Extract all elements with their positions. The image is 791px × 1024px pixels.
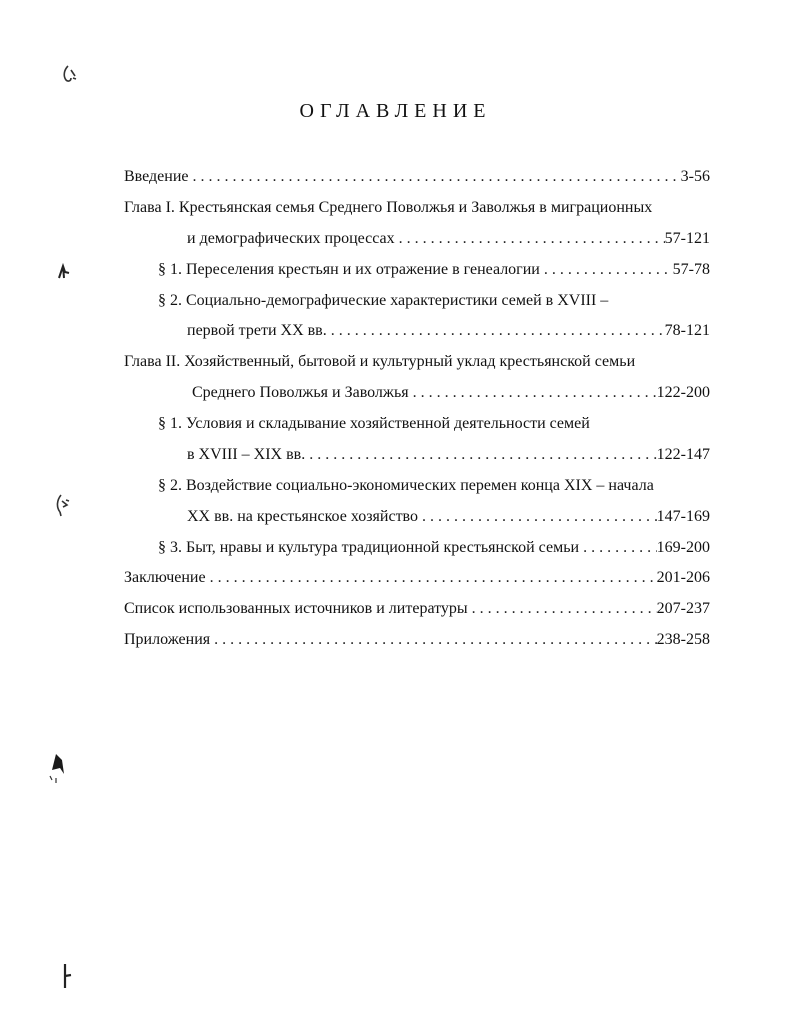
toc-page-number: 147-169 (656, 508, 710, 525)
toc-page-number: 207-237 (656, 600, 710, 617)
toc-entry-text: Список использованных источников и литературы (124, 600, 468, 617)
toc-section-1-2 (187, 319, 710, 343)
toc-section-2-2-line1: § 2. Воздействие социально-экономических перемен конца XIX – начала (158, 477, 654, 494)
toc-page-number: 169-200 (656, 539, 710, 556)
toc-section-2-3 (158, 536, 710, 560)
toc-entry-text: Приложения (124, 631, 211, 648)
toc-chapter-1-line1: Глава I. Крестьянская семья Среднего Поволжья и Заволжья в миграционных (124, 199, 653, 216)
toc-page-number: 78-121 (664, 322, 710, 339)
toc-entry-conclusion (124, 566, 710, 590)
dot-leader (468, 597, 657, 621)
dot-leader (305, 443, 656, 467)
toc-section-1-1 (158, 258, 710, 282)
toc-entry-text: в XVIII – XIX вв. (187, 446, 306, 463)
toc-entry-text: § 1. Переселения крестьян и их отражение в генеалогии (158, 261, 540, 278)
toc-page-number: 201-206 (656, 569, 710, 586)
toc-entry-text: Заключение (124, 569, 206, 586)
scan-mark-3 (52, 492, 74, 518)
scan-mark-4 (44, 750, 72, 784)
toc-entry-text: и демографических процессах (187, 230, 395, 247)
toc-page-number: 3-56 (680, 168, 710, 185)
toc-chapter-2-line1: Глава II. Хозяйственный, бытовой и культурный уклад крестьянской семьи (124, 353, 636, 370)
page-title: ОГЛАВЛЕНИЕ (299, 100, 492, 122)
toc-entry-text: первой трети XX вв. (187, 322, 327, 339)
toc-section-2-1-line1: § 1. Условия и складывание хозяйственной деятельности семей (158, 415, 590, 432)
toc-page-number: 122-200 (656, 384, 710, 401)
toc-entry-text: § 3. Быт, нравы и культура традиционной крестьянской семьи (158, 539, 580, 556)
toc-chapter-2 (192, 381, 710, 405)
dot-leader (579, 536, 657, 560)
scan-mark-2 (56, 262, 74, 282)
toc-entry-sources (124, 597, 710, 621)
toc-entry-appendix (124, 628, 710, 652)
toc-entry-text: XX вв. на крестьянское хозяйство (187, 508, 418, 525)
toc-entry-text: Введение (124, 168, 189, 185)
dot-leader (540, 258, 673, 282)
dot-leader (210, 628, 657, 652)
dot-leader (327, 319, 665, 343)
dot-leader (189, 165, 681, 189)
toc-page-number: 57-121 (664, 230, 710, 247)
toc-chapter-1 (187, 227, 710, 251)
toc-page-number: 57-78 (672, 261, 710, 278)
toc-page-number: 238-258 (656, 631, 710, 648)
dot-leader (395, 227, 665, 251)
dot-leader (206, 566, 657, 590)
dot-leader (418, 505, 657, 529)
dot-leader (409, 381, 657, 405)
toc-page-number: 122-147 (656, 446, 710, 463)
toc-section-2-2 (187, 505, 710, 529)
scan-mark-5 (58, 962, 76, 990)
toc-entry-text: Среднего Поволжья и Заволжья (192, 384, 409, 401)
toc-section-2-1 (187, 443, 710, 467)
toc-entry-intro (124, 165, 710, 189)
scan-mark-1 (60, 64, 82, 86)
toc-section-1-2-line1: § 2. Социально-демографические характеристики семей в XVIII – (158, 292, 609, 309)
